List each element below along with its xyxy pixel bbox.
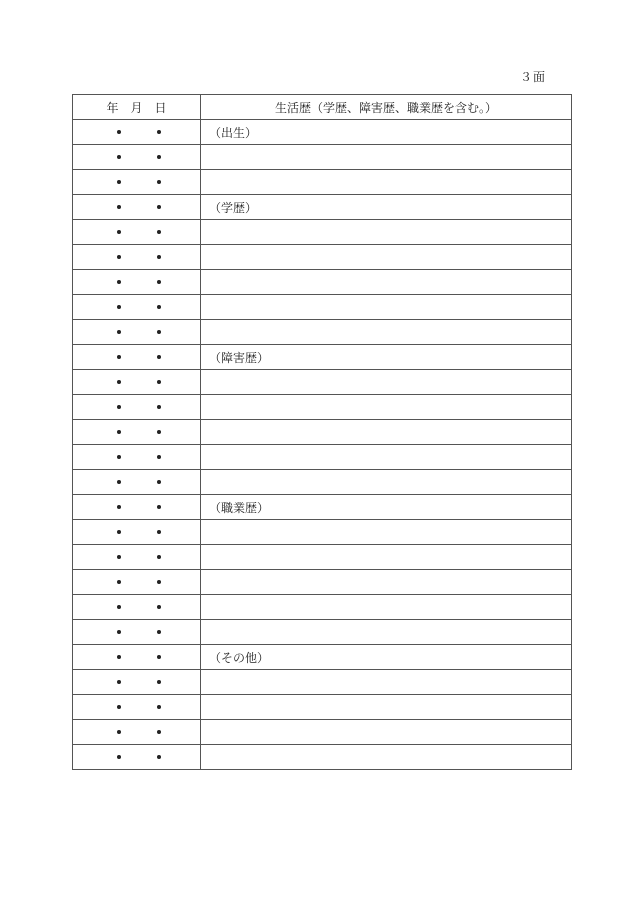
date-separator-dot [117,480,121,484]
content-cell[interactable] [201,320,572,345]
date-separator-dot [117,630,121,634]
date-separator-dot [117,180,121,184]
date-cell[interactable] [73,595,201,620]
date-separator-dot [117,255,121,259]
table-row [73,245,572,270]
date-cell[interactable] [73,345,201,370]
content-cell[interactable] [201,270,572,295]
content-cell[interactable] [201,170,572,195]
date-separator-dot [117,730,121,734]
date-separator-dot [117,130,121,134]
date-separator-dot [117,655,121,659]
date-separator-dot [157,605,161,609]
table-row [73,570,572,595]
content-cell[interactable] [201,745,572,770]
date-separator-dot [117,505,121,509]
section-label-cell[interactable]: （障害歴） [201,345,572,370]
date-separator-dot [157,155,161,159]
date-separator-dot [157,580,161,584]
content-cell[interactable] [201,670,572,695]
content-cell[interactable] [201,470,572,495]
table-row [73,295,572,320]
date-separator-dot [117,305,121,309]
date-separator-dot [157,680,161,684]
section-label-cell[interactable]: （学歴） [201,195,572,220]
table-body [73,120,572,770]
content-cell[interactable] [201,520,572,545]
date-cell[interactable] [73,745,201,770]
date-cell[interactable] [73,495,201,520]
date-cell[interactable] [73,545,201,570]
date-cell[interactable] [73,245,201,270]
date-separator-dot [157,705,161,709]
date-separator-dot [157,130,161,134]
date-separator-dot [157,555,161,559]
date-cell[interactable] [73,645,201,670]
date-separator-dot [117,680,121,684]
content-cell[interactable] [201,620,572,645]
table-row [73,270,572,295]
date-separator-dot [157,305,161,309]
date-separator-dot [117,530,121,534]
table-row [73,720,572,745]
date-separator-dot [157,455,161,459]
date-separator-dot [157,380,161,384]
table-row [73,220,572,245]
date-separator-dot [157,355,161,359]
date-separator-dot [117,705,121,709]
date-cell[interactable] [73,470,201,495]
date-cell[interactable] [73,520,201,545]
date-separator-dot [157,230,161,234]
table-row [73,520,572,545]
content-cell[interactable] [201,245,572,270]
table-row [73,470,572,495]
date-separator-dot [157,755,161,759]
date-separator-dot [117,555,121,559]
content-cell[interactable] [201,720,572,745]
table-row [73,645,572,670]
section-label-cell[interactable]: （出生） [201,120,572,145]
table-row [73,320,572,345]
table-row [73,145,572,170]
content-cell[interactable] [201,295,572,320]
life-history-table [72,94,572,770]
content-cell[interactable] [201,395,572,420]
date-separator-dot [157,280,161,284]
date-separator-dot [117,430,121,434]
table-row [73,670,572,695]
date-separator-dot [157,505,161,509]
table-row [73,170,572,195]
table-row [73,745,572,770]
date-cell[interactable] [73,170,201,195]
table-row [73,370,572,395]
table-row [73,495,572,520]
table-row [73,345,572,370]
date-separator-dot [117,405,121,409]
date-cell[interactable] [73,320,201,345]
date-separator-dot [157,655,161,659]
table-row [73,620,572,645]
table-row [73,545,572,570]
date-cell[interactable] [73,395,201,420]
table-row [73,445,572,470]
content-cell[interactable] [201,545,572,570]
life-history-column-header: 生活歴（学歴、障害歴、職業歴を含む。） [201,95,572,120]
date-cell[interactable] [73,570,201,595]
date-separator-dot [117,605,121,609]
date-separator-dot [157,180,161,184]
date-separator-dot [117,280,121,284]
date-cell[interactable] [73,195,201,220]
date-separator-dot [117,455,121,459]
date-separator-dot [117,580,121,584]
date-cell[interactable] [73,720,201,745]
content-cell[interactable] [201,370,572,395]
content-cell[interactable] [201,570,572,595]
content-cell[interactable] [201,145,572,170]
date-cell[interactable] [73,270,201,295]
table-row [73,120,572,145]
date-cell[interactable] [73,145,201,170]
date-cell[interactable] [73,120,201,145]
date-cell[interactable] [73,445,201,470]
date-separator-dot [157,630,161,634]
date-column-header: 年 月 日 [73,95,201,120]
date-cell[interactable] [73,370,201,395]
content-cell[interactable] [201,420,572,445]
table-row [73,195,572,220]
content-cell[interactable] [201,445,572,470]
date-cell[interactable] [73,620,201,645]
content-cell[interactable] [201,220,572,245]
section-label-cell[interactable]: （その他） [201,645,572,670]
date-separator-dot [157,330,161,334]
date-separator-dot [157,205,161,209]
date-separator-dot [117,205,121,209]
date-separator-dot [117,330,121,334]
content-cell[interactable] [201,695,572,720]
section-label-cell[interactable]: （職業歴） [201,495,572,520]
table-header-row [73,95,572,120]
date-separator-dot [157,530,161,534]
date-separator-dot [117,355,121,359]
date-cell[interactable] [73,695,201,720]
table-row [73,420,572,445]
date-cell[interactable] [73,220,201,245]
date-separator-dot [157,255,161,259]
date-separator-dot [117,155,121,159]
date-cell[interactable] [73,420,201,445]
date-separator-dot [157,405,161,409]
table-row [73,595,572,620]
table-row [73,395,572,420]
date-separator-dot [157,430,161,434]
date-separator-dot [117,755,121,759]
date-separator-dot [117,230,121,234]
content-cell[interactable] [201,595,572,620]
table-row [73,695,572,720]
date-cell[interactable] [73,670,201,695]
page-number: ３面 [519,70,546,84]
date-separator-dot [117,380,121,384]
date-separator-dot [157,730,161,734]
date-cell[interactable] [73,295,201,320]
date-separator-dot [157,480,161,484]
